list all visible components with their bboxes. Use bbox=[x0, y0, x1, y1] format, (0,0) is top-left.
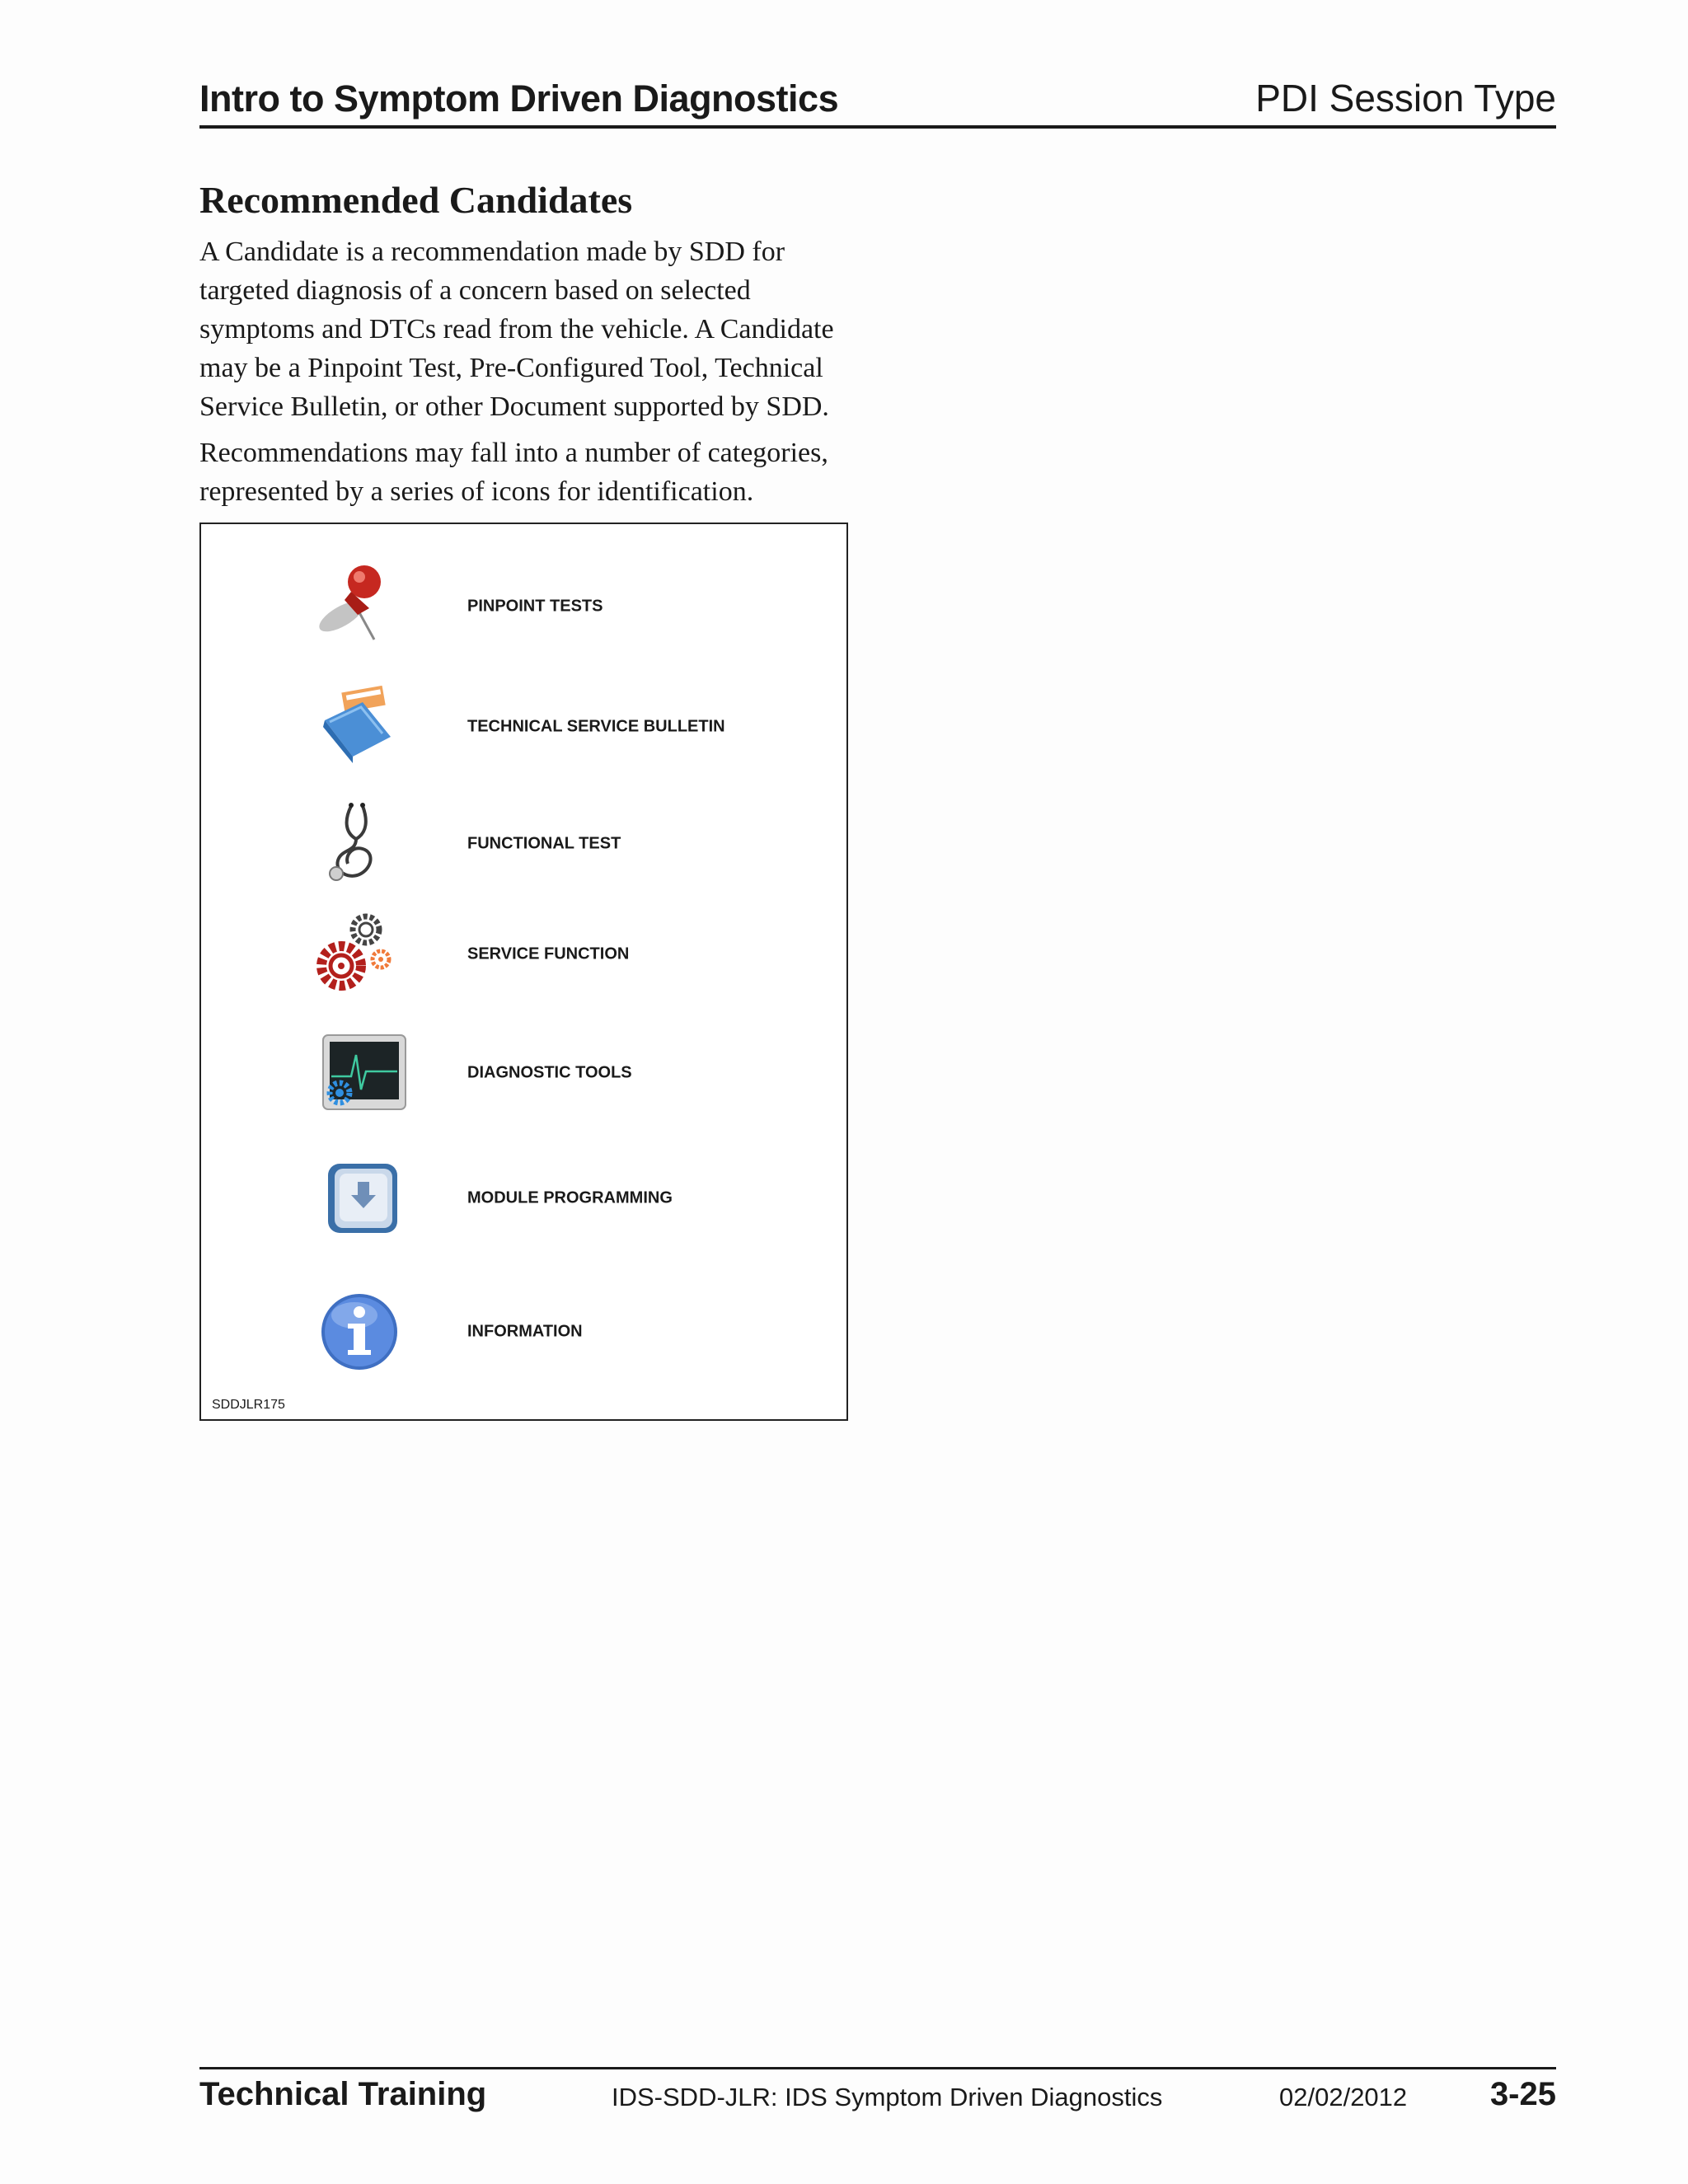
paragraph-recommendations: Recommendations may fall into a number of categories, represented by a series of icons for identification. bbox=[199, 438, 828, 507]
label-technical-service-bulletin: TECHNICAL SERVICE BULLETIN bbox=[467, 717, 725, 736]
page-number: 3-25 bbox=[1489, 2076, 1556, 2112]
label-diagnostic-tools: DIAGNOSTIC TOOLS bbox=[467, 1063, 632, 1082]
candidate-icons-figure bbox=[199, 523, 848, 1421]
page-footer bbox=[199, 2067, 1556, 2119]
figure-row-pinpoint-tests bbox=[201, 557, 846, 656]
download-module-icon bbox=[308, 1149, 407, 1248]
label-service-function: SERVICE FUNCTION bbox=[467, 944, 630, 963]
label-information: INFORMATION bbox=[467, 1322, 583, 1341]
section-heading: Recommended Candidates bbox=[199, 179, 633, 221]
label-functional-test: FUNCTIONAL TEST bbox=[467, 834, 621, 853]
label-module-programming: MODULE PROGRAMMING bbox=[467, 1188, 673, 1207]
page-header bbox=[199, 73, 1556, 129]
label-pinpoint-tests: PINPOINT TESTS bbox=[467, 597, 603, 616]
figure-row-service-function bbox=[201, 905, 846, 1004]
figure-row-module-programming bbox=[201, 1149, 846, 1248]
stethoscope-icon bbox=[308, 794, 407, 893]
figure-row-functional-test bbox=[201, 794, 846, 893]
figure-id: SDDJLR175 bbox=[212, 1398, 285, 1412]
gears-icon bbox=[308, 905, 407, 1004]
footer-technical-training: Technical Training bbox=[199, 2076, 487, 2112]
paragraph-candidate: A Candidate is a recommendation made by SDD for targeted diagnosis of a concern based on selected symptoms and DTCs read from the vehicle. A Candidate may be a Pinpoint Test, Pre-Configured Tool, Technical Service Bulletin, or other Document supported by SDD. bbox=[199, 237, 834, 422]
monitor-waveform-icon bbox=[308, 1024, 407, 1122]
header-section: PDI Session Type bbox=[1255, 77, 1556, 120]
footer-course-title: IDS-SDD-JLR: IDS Symptom Driven Diagnostics bbox=[612, 2083, 1163, 2111]
figure-row-diagnostic-tools bbox=[201, 1024, 846, 1122]
header-title: Intro to Symptom Driven Diagnostics bbox=[199, 77, 839, 120]
info-icon bbox=[308, 1282, 407, 1381]
pushpin-icon bbox=[308, 557, 407, 656]
bulletin-book-icon bbox=[308, 677, 407, 776]
footer-date: 02/02/2012 bbox=[1279, 2083, 1408, 2111]
figure-row-technical-service-bulletin bbox=[201, 677, 846, 776]
figure-row-information bbox=[201, 1282, 846, 1381]
